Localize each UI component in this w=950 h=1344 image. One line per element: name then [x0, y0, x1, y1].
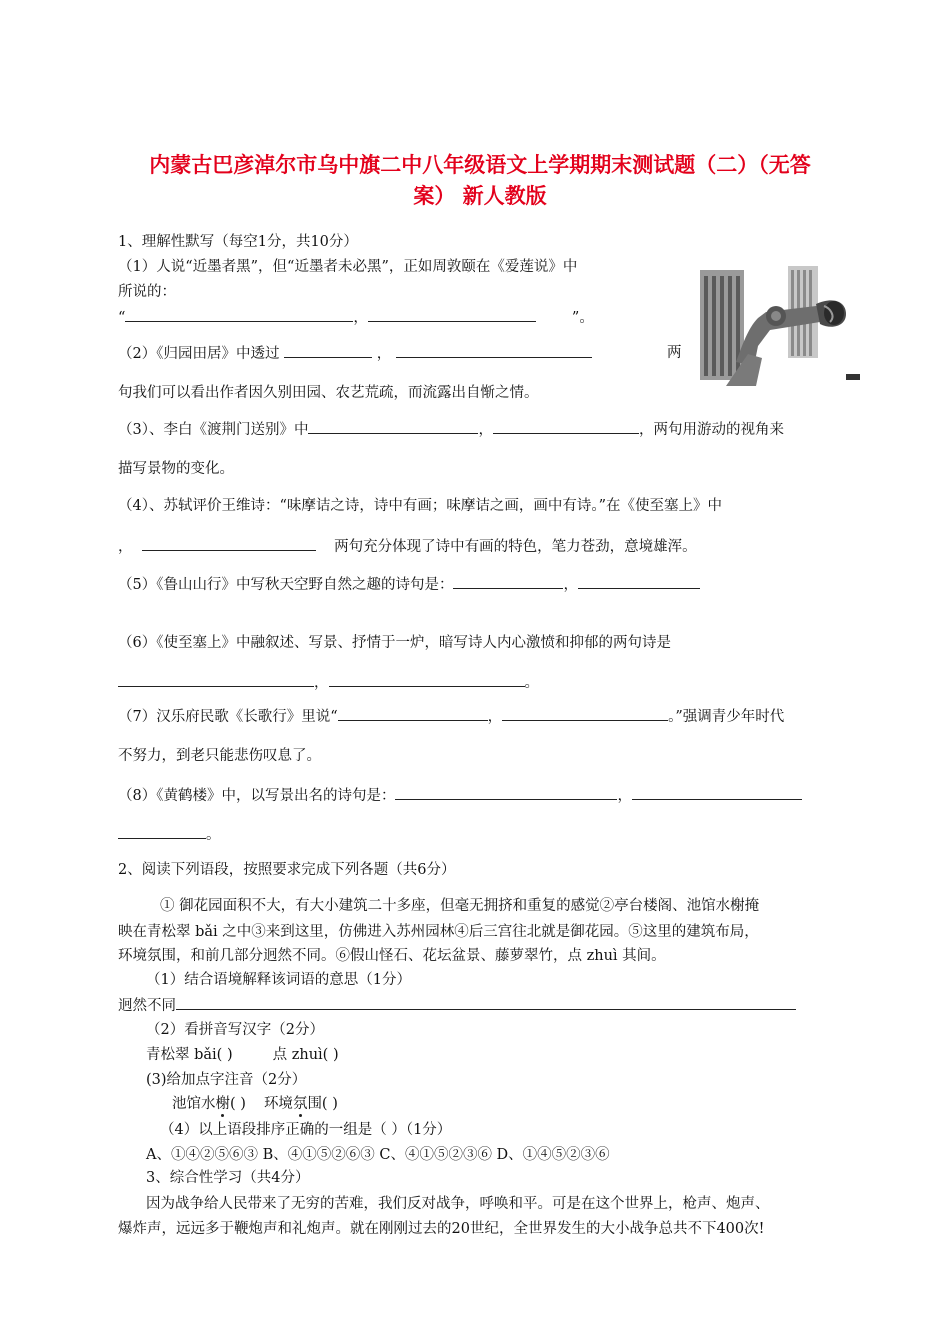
q3-comma: ，: [478, 422, 493, 438]
q1-close: ”。: [571, 310, 594, 326]
title-line-2: 案） 新人教版: [413, 184, 547, 208]
q8-end: 。: [206, 827, 221, 843]
s2-q3-items: [172, 1094, 338, 1114]
q7-text: （7）汉乐府民歌《长歌行》里说“: [118, 709, 338, 725]
s2-q1: （1）结合语境解释该词语的意思（1分）: [146, 972, 411, 988]
section2-heading: 2、阅读下列语段，按照要求完成下列各题（共6分）: [118, 862, 456, 878]
q4-text-b: 两句充分体现了诗中有画的特色，笔力苍劲，意境雄浑。: [334, 539, 697, 555]
s2-q3-a-dotted-char: 榭: [215, 1096, 230, 1112]
q5-blank-1[interactable]: [453, 574, 563, 589]
q7-line-b: 不努力，到老只能悲伤叹息了。: [118, 748, 321, 764]
q3-text: （3）、李白《渡荆门送别》中: [118, 422, 309, 438]
q7-end: 。”强调青少年时代: [668, 709, 785, 725]
q8-blank-2[interactable]: [632, 785, 802, 800]
q4-lead: ，: [118, 539, 133, 555]
q2-text: （2）《归园田居》中透过: [118, 346, 280, 362]
s2-q3-b-post: 围( ): [307, 1096, 338, 1112]
q5-line: [118, 574, 700, 595]
q1-open-quote: “: [118, 310, 126, 326]
q8-blank-1[interactable]: [395, 785, 617, 800]
q4-blank[interactable]: [142, 536, 316, 551]
q2-comma: ，: [376, 346, 392, 362]
s2-q2-items: [146, 1045, 339, 1065]
s2-q1-answer-line: [118, 995, 796, 1016]
q8-text: （8）《黄鹤楼》中，以写景出名的诗句是：: [118, 788, 396, 804]
q6-line-b: [118, 672, 539, 693]
s2-para-line-1: ① 御花园面积不大，有大小建筑二十多座，但毫无拥挤和重复的感觉②亭台楼阁、池馆水榭掩: [160, 898, 760, 914]
s2-q2-item-a: 青松翠 bǎi( ): [146, 1047, 233, 1063]
q3-line-b: 描写景物的变化。: [118, 461, 234, 477]
s2-q2: （2）看拼音写汉字（2分）: [146, 1022, 324, 1038]
s2-q3-b-dotted-char: 氛: [292, 1096, 308, 1112]
q5-blank-2[interactable]: [578, 574, 700, 589]
q7-blank-2[interactable]: [502, 706, 668, 721]
q3-line-a: [118, 419, 784, 440]
q1-line-a: （1）人说“近墨者黑”，但“近墨者未必黑”，正如周敦颐在《爱莲说》中: [118, 259, 578, 275]
knotted-gun-sculpture-image: [696, 266, 864, 386]
title-line-1: 内蒙古巴彦淖尔市乌中旗二中八年级语文上学期期末测试题（二）（无答: [149, 153, 811, 177]
q4-line-a: （4）、苏轼评价王维诗：“味摩诘之诗，诗中有画；味摩诘之画，画中有诗。”在《使至塞上》中: [118, 498, 723, 514]
q3-blank-2[interactable]: [493, 419, 639, 434]
section3-heading: 3、综合性学习（共4分）: [146, 1170, 310, 1186]
q3-blank-1[interactable]: [308, 419, 478, 434]
section1-heading: 1、理解性默写（每空1分，共10分）: [118, 234, 358, 250]
s2-q3-b-pre: 环境: [263, 1096, 293, 1112]
q1-blank-1[interactable]: [125, 307, 353, 322]
q6-comma: ，: [314, 675, 329, 691]
q2-line-b: 句我们可以看出作者因久别田园、农艺荒疏，而流露出自惭之情。: [118, 385, 539, 401]
q8-line-a: [118, 785, 802, 806]
q2-line-a: [118, 343, 592, 364]
s2-q1-blank[interactable]: [176, 995, 796, 1010]
document-title: [110, 150, 850, 212]
s2-q4: （4）以上语段排序正确的一组是（ ）（1分）: [160, 1122, 452, 1138]
q5-comma: ，: [563, 577, 578, 593]
s2-para-line-3: 环境氛围，和前几部分迥然不同。⑥假山怪石、花坛盆景、藤萝翠竹，点 zhuì 其间。: [118, 948, 666, 964]
q2-end: 两: [667, 345, 682, 361]
s3-para-line-2: 爆炸声，远远多于鞭炮声和礼炮声。就在刚刚过去的20世纪，全世界发生的大小战争总共不下400次!: [118, 1221, 765, 1237]
q1-blank-2[interactable]: [368, 307, 536, 322]
q7-blank-1[interactable]: [338, 706, 488, 721]
q3-end: ，两句用游动的视角来: [638, 422, 784, 438]
s2-q1-term: 迥然不同: [118, 998, 176, 1014]
s2-q3-a-post: ( ): [230, 1096, 246, 1112]
q1-line-b: 所说的：: [118, 284, 176, 300]
s2-q3-a-pre: 池馆水: [172, 1096, 216, 1112]
q8-blank-3[interactable]: [118, 824, 206, 839]
q2-blank-1[interactable]: [284, 343, 372, 358]
q4-line-b: [118, 536, 697, 557]
q6-blank-1[interactable]: [118, 672, 314, 687]
s2-q3: (3)给加点字注音（2分）: [146, 1072, 307, 1088]
q8-comma: ，: [617, 788, 632, 804]
s2-q2-item-b: 点 zhuì( ): [272, 1047, 339, 1063]
q6-line-a: （6）《使至塞上》中融叙述、写景、抒情于一炉，暗写诗人内心激愤和抑郁的两句诗是: [118, 635, 671, 651]
q1-blanks: [118, 307, 594, 328]
q6-end: 。: [524, 675, 539, 691]
s3-para-line-1: 因为战争给人民带来了无穷的苦难，我们反对战争，呼唤和平。可是在这个世界上，枪声、炮声、: [146, 1196, 770, 1212]
s2-para-line-2: 映在青松翠 bǎi 之中③来到这里，仿佛进入苏州园林④后三宫往北就是御花园。⑤这里的建筑布局，: [118, 924, 759, 940]
q5-text: （5）《鲁山山行》中写秋天空野自然之趣的诗句是：: [118, 577, 454, 593]
s2-q4-options: A、①④②⑤⑥③ B、④①⑤②⑥③ C、④①⑤②③⑥ D、①④⑤②③⑥: [146, 1147, 610, 1163]
q7-line-a: [118, 706, 784, 727]
q8-line-b: [118, 824, 221, 845]
q7-comma: ，: [487, 709, 503, 725]
q1-comma: ，: [353, 310, 368, 326]
q2-blank-2[interactable]: [396, 343, 592, 358]
q6-blank-2[interactable]: [329, 672, 525, 687]
